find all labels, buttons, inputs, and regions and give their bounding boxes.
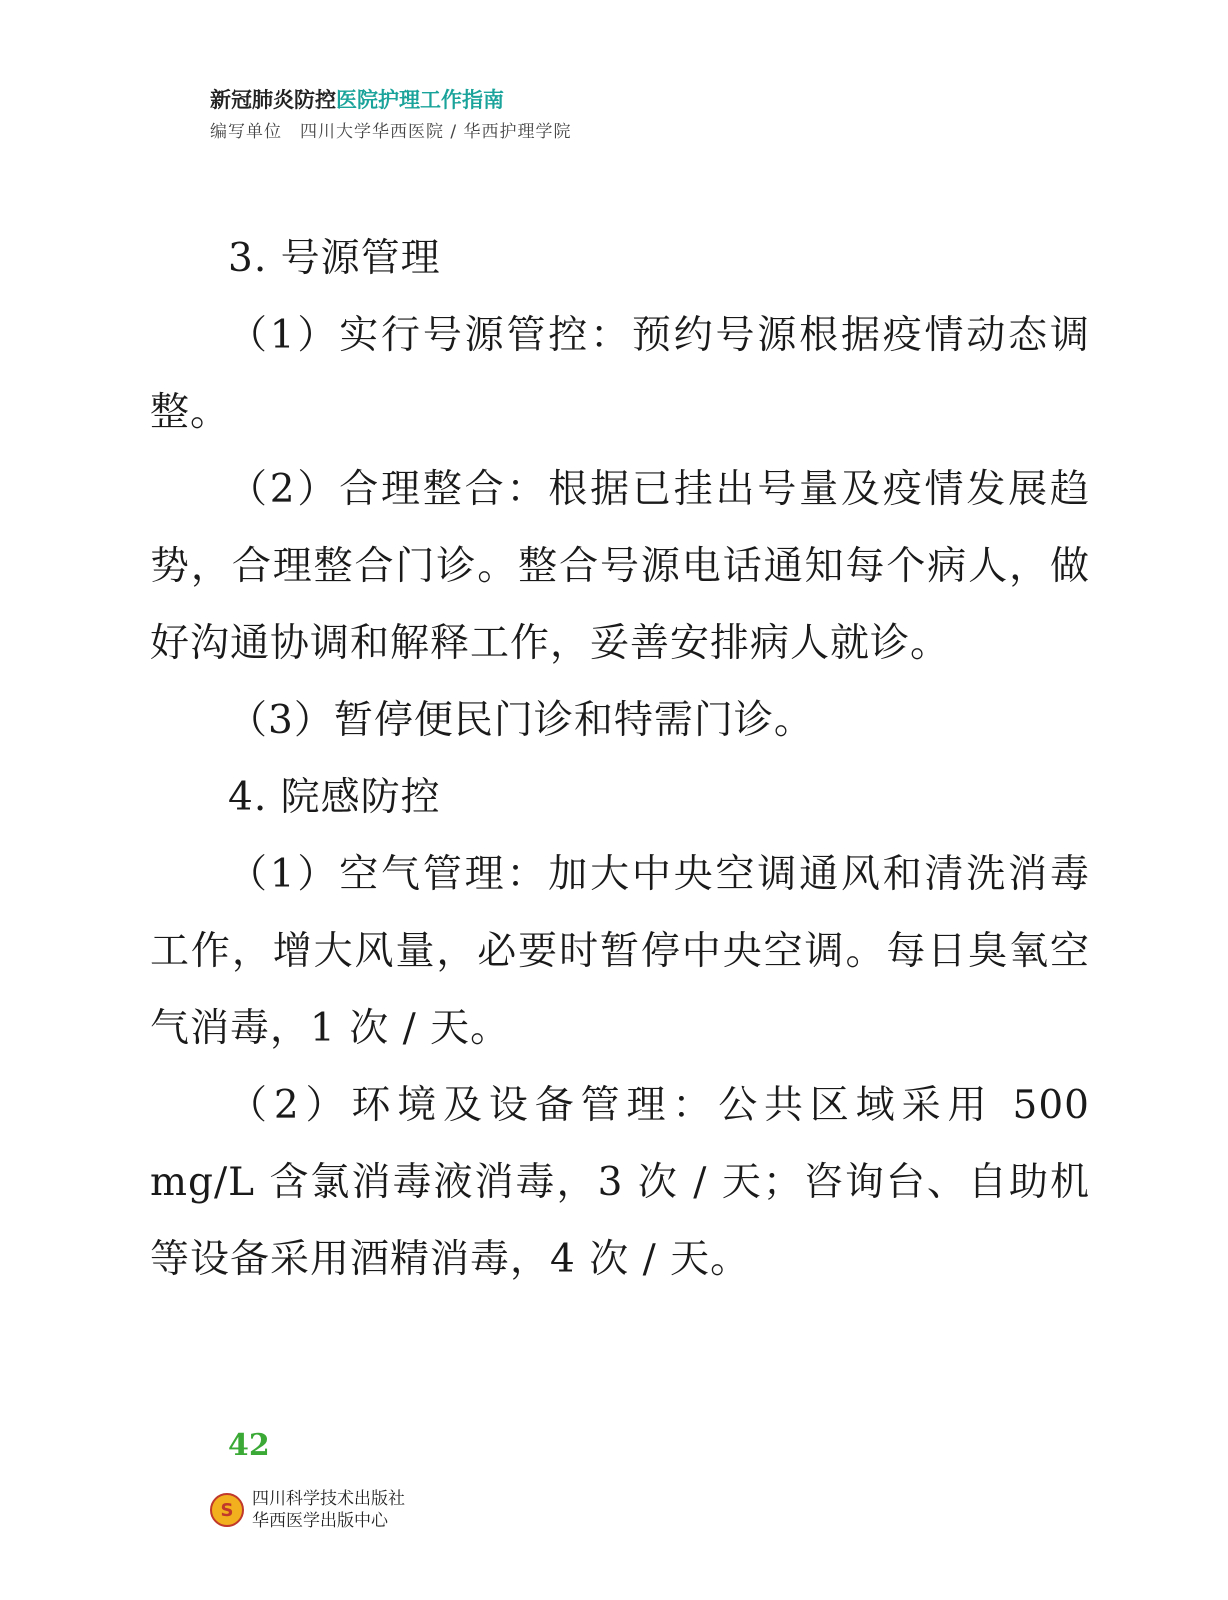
publisher-logo-icon: S (210, 1493, 244, 1527)
page-number: 42 (228, 1428, 270, 1463)
paragraph: （2）合理整合：根据已挂出号量及疫情发展趋势，合理整合门诊。整合号源电话通知每个病人，做好沟通协调和解释工作，妥善安排病人就诊。 (150, 467, 1090, 666)
publisher-block (210, 1488, 405, 1532)
author-line (210, 120, 572, 144)
body-text (150, 220, 1090, 1298)
paragraph: （1）空气管理：加大中央空调通风和清洗消毒工作，增大风量，必要时暂停中央空调。每日臭氧空气消毒，1 次 / 天。 (150, 852, 1090, 1051)
book-title-accent: 医院护理工作指南 (336, 88, 504, 112)
book-title (210, 86, 572, 114)
book-title-prefix: 新冠肺炎防控 (210, 88, 336, 112)
paragraph: （3）暂停便民门诊和特需门诊。 (228, 698, 814, 743)
section-heading-3: 3. 号源管理 (228, 236, 441, 281)
paragraph: （2）环境及设备管理：公共区域采用 500 mg/L 含氯消毒液消毒，3 次 / 天；咨询台、自助机等设备采用酒精消毒，4 次 / 天。 (150, 1083, 1090, 1282)
paragraph: （1）实行号源管控：预约号源根据疫情动态调整。 (150, 313, 1090, 435)
publisher-division: 华西医学出版中心 (252, 1511, 388, 1531)
section-heading-4: 4. 院感防控 (228, 775, 441, 820)
author-label: 编写单位 (210, 122, 282, 142)
publisher-name: 四川科学技术出版社 (252, 1489, 405, 1509)
author-name: 四川大学华西医院 / 华西护理学院 (300, 122, 572, 142)
running-header (210, 86, 572, 144)
